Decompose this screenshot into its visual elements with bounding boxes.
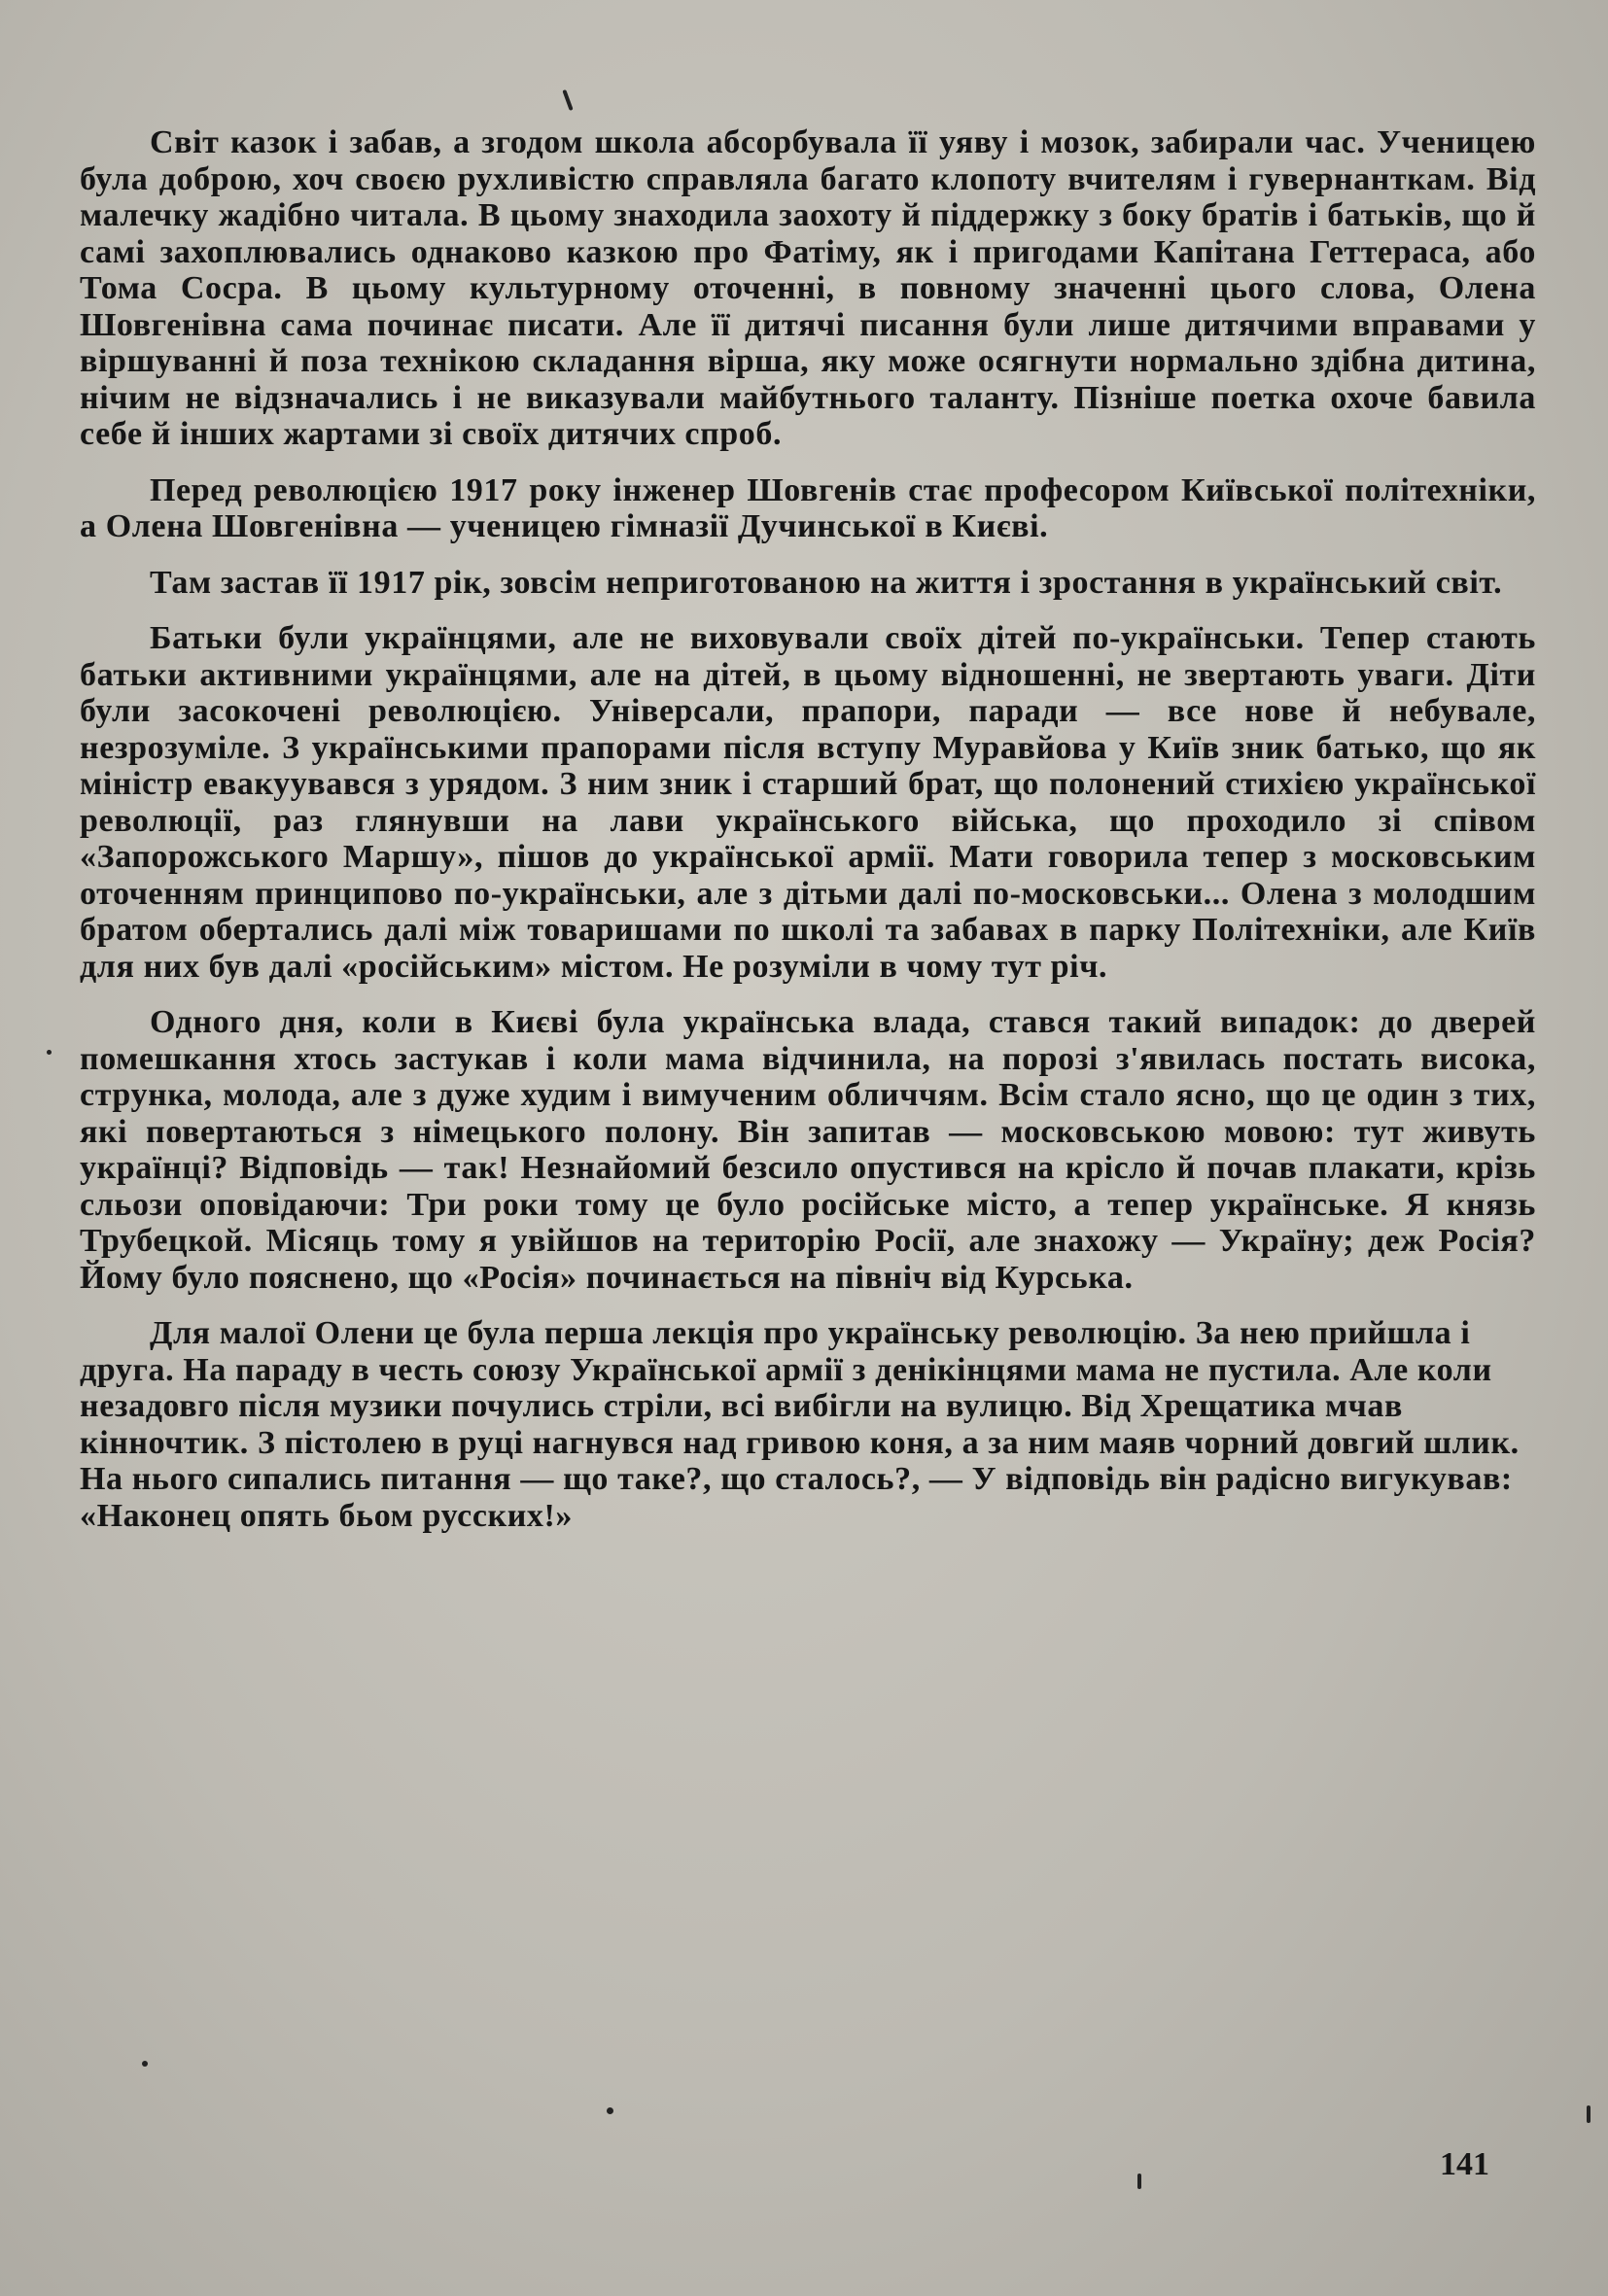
paragraph-2: Перед революцією 1917 року інженер Шовгенів стає професором Київської політехніки, а Олена Шовгенівна — ученицею гімназії Дучинської в Києві. [80,471,1536,544]
paragraph-4: Батьки були українцями, але не виховували своїх дітей по-українськи. Тепер стають батьки активними українцями, але на дітей, в цьому відношенні, не звертають уваги. Діти були засокочені революцією. Універсали, прапори, паради — все нове й небувале, незрозуміле. З українськими прапорами після вступу Муравйова у Київ зник батько, що як міністр евакуувався з урядом. З ним зник і старший брат, що полонений стихією української революції, раз глянувши на лави українського війська, що проходило зі співом «Запорожського Маршу», пішов до української армії. Мати говорила тепер з московським оточенням принципово по-українськи, але з дітьми далі по-московськи... Олена з молодшим братом обертались далі між товаришами по школі та забавах в парку Політехніки, але Київ для них був далі «російським» містом. Не розуміли в чому тут річ. [80,620,1536,985]
scan-speck [562,89,573,111]
page-number: 141 [1440,2146,1489,2182]
scan-speck [142,2061,148,2067]
scan-speck [607,2107,613,2114]
body-text [80,124,1536,1534]
scan-speck [1137,2174,1141,2189]
paragraph-1: Світ казок і забав, а згодом школа абсорбувала її уяву і мозок, забирали час. Ученицею була доброю, хоч своєю рухливістю справляла багато клопоту вчителям і гувернанткам. Від малечку жадібно читала. В цьому знаходила заохоту й піддержку з боку братів і батьків, що й самі захоплювались однаково казкою про Фатіму, як і пригодами Капітана Геттераса, або Тома Сосра. В цьому культурному оточенні, в повному значенні цього слова, Олена Шовгенівна сама починає писати. Але її дитячі писання були лише дитячими вправами у віршуванні й поза технікою складання вірша, яку може осягнути нормально здібна дитина, нічим не відзначались і не виказували майбутнього таланту. Пізніше поетка охоче бавила себе й інших жартами зі своїх дитячих спроб. [80,124,1536,452]
paragraph-6: Для малої Олени це була перша лекція про українську революцію. За нею прийшла і друга. На параду в честь союзу Української армії з денікінцями мама не пустила. Але коли незадовго після музики почулись стріли, всі вибігли на вулицю. Від Хрещатика мчав кінночтик. З пістолею в руці нагнувся над гривою коня, а за ним маяв чорний довгий шлик. На нього сипались питання — що таке?, що сталось?, — У відповідь він радісно вигукував: «Наконец опять бьом русских!» [80,1315,1520,1534]
scan-speck [47,1050,52,1055]
paragraph-3: Там застав її 1917 рік, зовсім неприготованою на життя і зростання в український світ. [150,564,1503,601]
scan-speck [1587,2105,1591,2123]
paragraph-5: Одного дня, коли в Києві була українська влада, стався такий випадок: до дверей помешкання хтось застукав і коли мама відчинила, на порозі з'явилась постать висока, струнка, молода, але з дуже худим і вимученим обличчям. Всім стало ясно, що це один з тих, які повертаються з німецького полону. Він запитав — московською мовою: тут живуть українці? Відповідь — так! Незнайомий безсило опустився на крісло й почав плакати, крізь сльози оповідаючи: Три роки тому це було російське місто, а тепер українське. Я князь Трубецкой. Місяць тому я увійшов на територію Росії, але знахожу — Україну; деж Росія? Йому було пояснено, що «Росія» починається на північ від Курська. [80,1004,1536,1296]
